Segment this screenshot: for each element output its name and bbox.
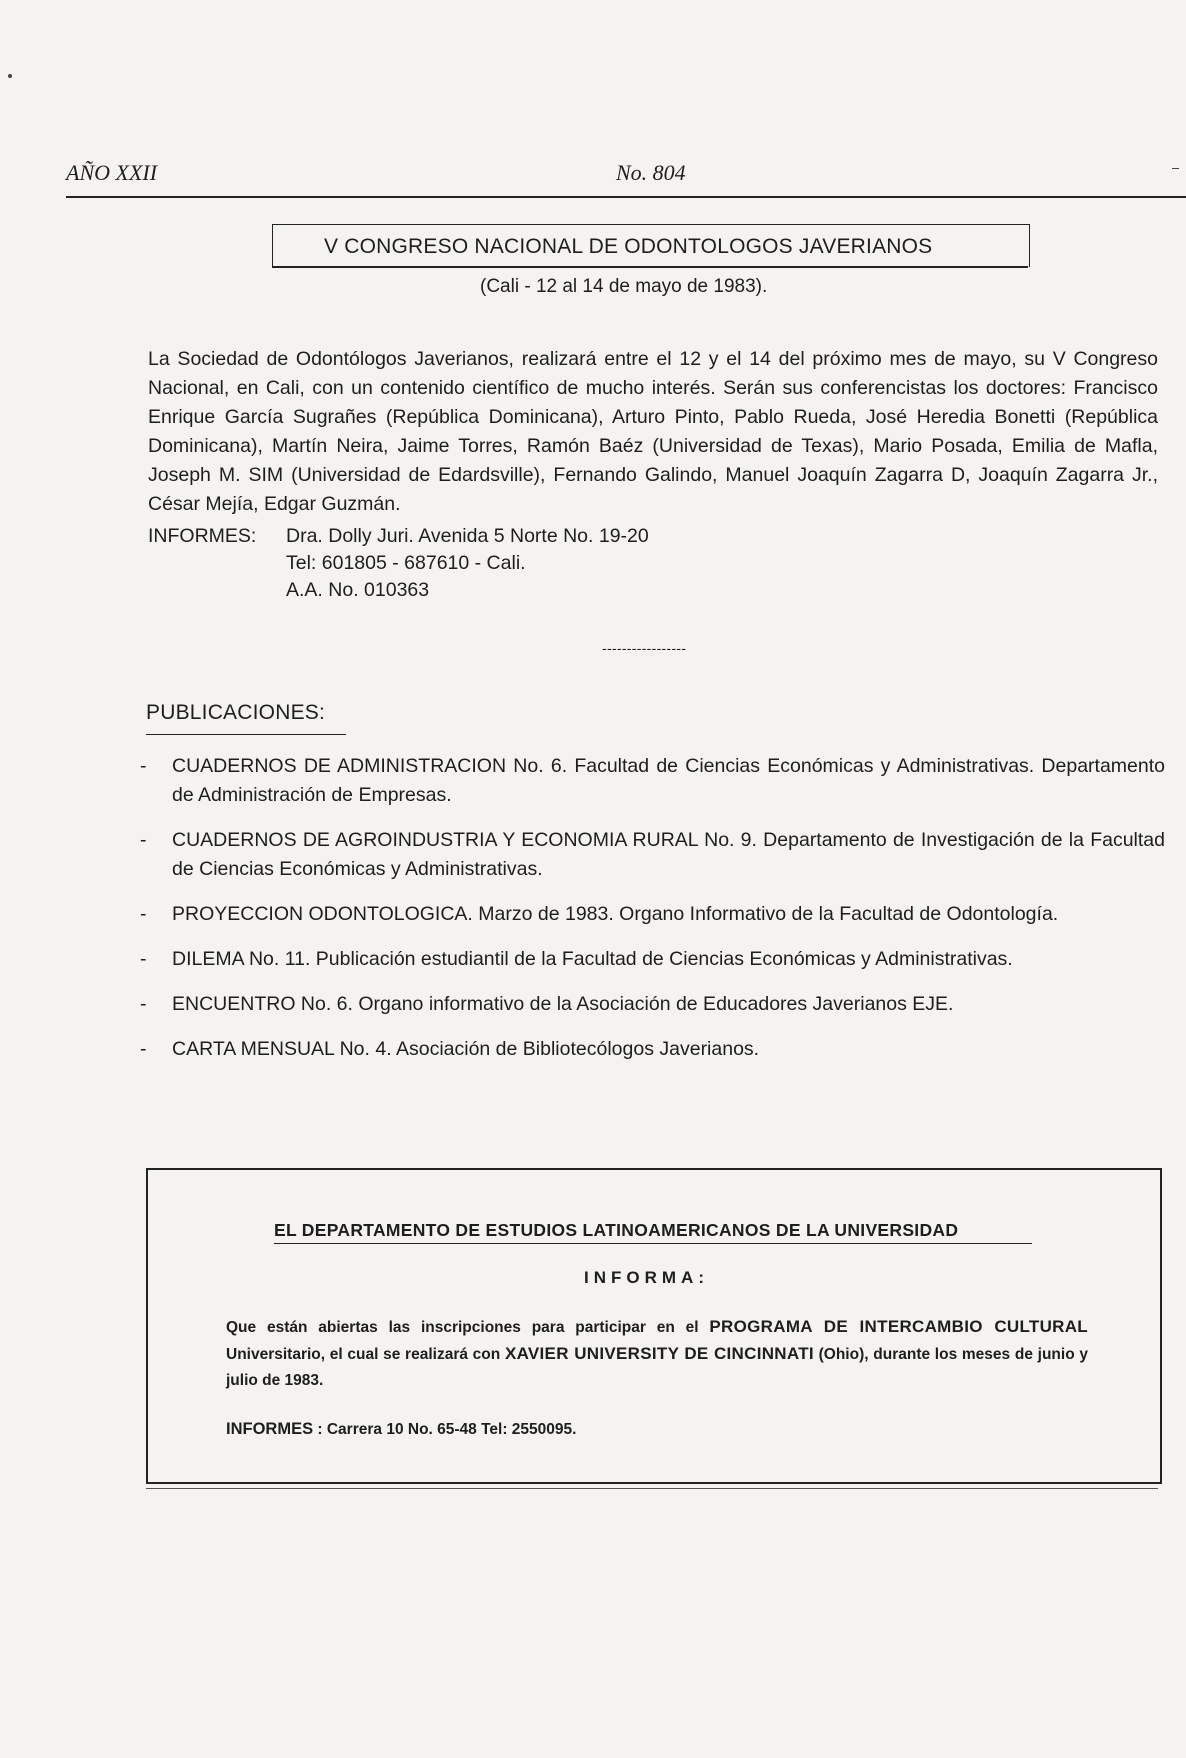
publication-text: DILEMA No. 11. Publicación estudiantil de la Facultad de Ciencias Económicas y Administrativas. <box>172 948 1013 970</box>
publication-text: CUADERNOS DE AGROINDUSTRIA Y ECONOMIA RURAL No. 9. Departamento de Investigación de la Facultad de Ciencias Económicas y Administrativas. <box>172 829 1165 880</box>
informes-lines <box>286 523 886 604</box>
notice-contact-text: : Carrera 10 No. 65-48 Tel: 2550095. <box>313 1421 577 1438</box>
notice-contact <box>226 1420 576 1439</box>
publications-title-rule <box>146 734 346 735</box>
publications-title: PUBLICACIONES: <box>146 701 326 724</box>
scan-speck <box>8 74 12 78</box>
congress-dates: (Cali - 12 al 14 de mayo de 1983). <box>480 276 768 297</box>
list-bullet: - <box>140 903 147 925</box>
informes-label: INFORMES: <box>148 525 257 547</box>
list-bullet: - <box>140 993 147 1015</box>
congress-paragraph-text: La Sociedad de Odontólogos Javerianos, realizará entre el 12 y el 14 del próximo mes de mayo, su V Congreso Nacional, en Cali, con un contenido científico de mucho interés. Serán sus conferencistas los doctores: Francisco Enrique García Sugrañes (República Dominicana), Arturo Pinto, Pablo Rueda, José Heredia Bonetti (República Dominicana), Martín Neira, Jaime Torres, Ramón Baéz (Universidad de Texas), Mario Posada, Emilia de Mafla, Joseph M. SIM (Universidad de Edardsville), Fernando Galindo, Manuel Joaquín Zagarra D, Joaquín Zagarra Jr., César Mejía, Edgar Guzmán. <box>148 348 1158 515</box>
list-item <box>140 1035 1165 1064</box>
list-item <box>140 752 1165 810</box>
section-separator: ----------------- <box>602 640 687 656</box>
header-year: AÑO XXII <box>66 160 158 185</box>
congress-title: V CONGRESO NACIONAL DE ODONTOLOGOS JAVERIANOS <box>324 235 933 258</box>
scan-mark <box>1172 168 1179 169</box>
list-item <box>140 826 1165 884</box>
congress-informes <box>148 523 888 613</box>
list-bullet: - <box>140 948 147 970</box>
informes-line: A.A. No. 010363 <box>286 579 430 601</box>
notice-body <box>226 1314 1088 1394</box>
list-bullet: - <box>140 1038 147 1060</box>
notice-box-underline <box>146 1488 1158 1489</box>
notice-body-text: Universitario, el cual se realizará con <box>226 1346 505 1363</box>
publications-list <box>140 752 1165 1080</box>
list-bullet: - <box>140 829 147 851</box>
publication-text: ENCUENTRO No. 6. Organo informativo de la Asociación de Educadores Javerianos EJE. <box>172 993 954 1015</box>
notice-program-name: PROGRAMA DE INTERCAMBIO CULTURAL <box>709 1317 1088 1336</box>
publication-text: PROYECCION ODONTOLOGICA. Marzo de 1983. Organo Informativo de la Facultad de Odontología. <box>172 903 1059 925</box>
notice-informa: INFORMA: <box>584 1268 709 1287</box>
informes-line: Dra. Dolly Juri. Avenida 5 Norte No. 19-20 <box>286 525 649 547</box>
header-issue-number: No. 804 <box>616 160 686 185</box>
notice-heading-rule <box>274 1243 1032 1244</box>
list-item <box>140 990 1165 1019</box>
congress-title-rule <box>272 266 1028 268</box>
list-bullet: - <box>140 755 147 777</box>
notice-body-text: (Ohio), durante los meses de junio y julio de 1983. <box>226 1346 1088 1389</box>
notice-heading: EL DEPARTAMENTO DE ESTUDIOS LATINOAMERICANOS DE LA UNIVERSIDAD <box>274 1220 959 1240</box>
list-item <box>140 900 1165 929</box>
header-rule <box>66 196 1186 198</box>
publication-text: CARTA MENSUAL No. 4. Asociación de Bibliotecólogos Javerianos. <box>172 1038 760 1060</box>
publication-text: CUADERNOS DE ADMINISTRACION No. 6. Facultad de Ciencias Económicas y Administrativas. Departamento de Administración de Empresas. <box>172 755 1165 806</box>
notice-body-text: Que están abiertas las inscripciones para participar en el <box>226 1319 710 1336</box>
notice-university-name: XAVIER UNIVERSITY DE CINCINNATI <box>504 1344 814 1363</box>
list-item <box>140 945 1165 974</box>
informes-line: Tel: 601805 - 687610 - Cali. <box>286 552 526 574</box>
congress-paragraph <box>148 345 1158 519</box>
notice-contact-label: INFORMES <box>226 1420 314 1438</box>
